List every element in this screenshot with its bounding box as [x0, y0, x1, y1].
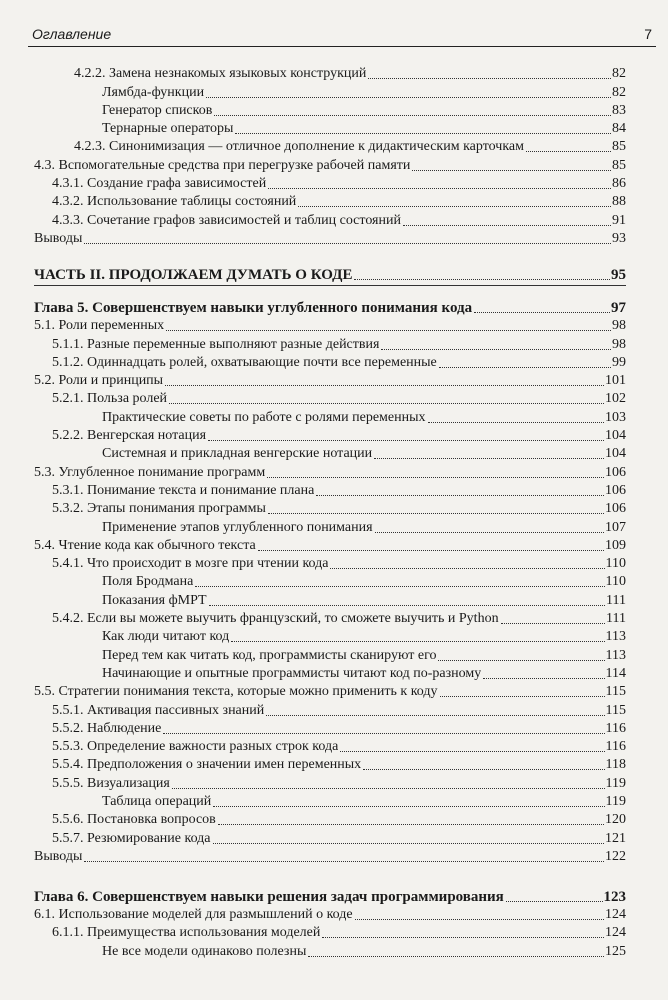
toc-entry-page: 85: [612, 157, 626, 173]
dot-leader: [474, 312, 610, 313]
toc-entry-title: 4.3. Вспомогательные средства при перегрузке рабочей памяти: [34, 157, 411, 173]
toc-entry: [34, 719, 626, 737]
dot-leader: [209, 605, 605, 606]
dot-leader: [213, 806, 604, 807]
toc-entry-page: 114: [605, 665, 626, 681]
toc-entry: [34, 407, 626, 425]
toc-entry-title: 6.1.1. Преимущества использования моделей: [52, 925, 321, 941]
toc-entry: [34, 905, 626, 923]
dot-leader: [213, 843, 604, 844]
toc-entry: [34, 828, 626, 846]
dot-leader: [195, 586, 604, 587]
toc-entry: [34, 590, 626, 608]
toc-entry-title: Перед тем как читать код, программисты сканируют его: [102, 647, 437, 663]
toc-entry-page: 120: [605, 812, 626, 828]
toc-entry-title: Применение этапов углубленного понимания: [102, 519, 373, 535]
dot-leader: [330, 568, 604, 569]
toc-entry: [34, 174, 626, 192]
toc-entry: [34, 82, 626, 100]
dot-leader: [84, 243, 611, 244]
toc-entry-page: 93: [612, 230, 626, 246]
dot-leader: [165, 385, 604, 386]
toc-chapter-heading: [34, 881, 626, 905]
toc-entry: [34, 371, 626, 389]
toc-entry-title: 5.5.1. Активация пассивных знаний: [52, 702, 265, 718]
toc-entry: [34, 155, 626, 173]
toc-entry: [34, 645, 626, 663]
toc-entry-page: 98: [612, 318, 626, 334]
toc-entry: [34, 682, 626, 700]
dot-leader: [506, 901, 603, 902]
toc-entry-page: 98: [612, 336, 626, 352]
toc-entry: [34, 847, 626, 865]
toc-entry-page: 88: [612, 194, 626, 210]
toc-entry: [34, 353, 626, 371]
toc-entry: [34, 64, 626, 82]
toc-entry-page: 115: [605, 702, 626, 718]
page-number: 7: [644, 26, 652, 42]
toc-entry-page: 118: [605, 757, 626, 773]
page-header: [28, 22, 656, 47]
dot-leader: [355, 919, 604, 920]
toc-entry: [34, 572, 626, 590]
toc-entry-title: Тернарные операторы: [102, 121, 234, 137]
toc-entry-title: 6.1. Использование моделей для размышлений о коде: [34, 907, 353, 923]
toc-entry-title: Глава 5. Совершенствуем навыки углубленного понимания кода: [34, 299, 473, 316]
toc-entry-page: 85: [612, 139, 626, 155]
toc-entry: [34, 101, 626, 119]
toc-entry-title: 4.2.3. Синонимизация — отличное дополнение к дидактическим карточкам: [74, 139, 524, 155]
dot-leader: [381, 349, 611, 350]
toc-entry-page: 82: [612, 84, 626, 100]
dot-leader: [268, 188, 611, 189]
dot-leader: [214, 115, 611, 116]
toc-entry-page: 109: [605, 537, 626, 553]
toc-entry: [34, 941, 626, 959]
toc-entry-title: 5.2.2. Венгерская нотация: [52, 428, 207, 444]
toc-entry-title: 4.3.2. Использование таблицы состояний: [52, 194, 297, 210]
toc-chapter-heading: [34, 292, 626, 316]
toc-entry-title: 5.4.2. Если вы можете выучить французский, то сможете выучить и Python: [52, 611, 499, 627]
toc-entry-page: 104: [605, 446, 626, 462]
toc-entry-title: Начинающие и опытные программисты читают код по-разному: [102, 665, 482, 681]
dot-leader: [368, 78, 611, 79]
toc-entry-page: 110: [605, 556, 626, 572]
toc-entry: [34, 609, 626, 627]
toc-entry-title: 4.3.1. Создание графа зависимостей: [52, 176, 267, 192]
toc-entry: [34, 737, 626, 755]
part-divider: [34, 285, 626, 286]
toc-entry-page: 113: [605, 629, 626, 645]
toc-entry-title: Поля Бродмана: [102, 574, 194, 590]
toc-entry-title: Как люди читают код: [102, 629, 230, 645]
toc-entry: [34, 554, 626, 572]
toc-entry-title: Практические советы по работе с ролями переменных: [102, 409, 426, 425]
toc-entry-title: 5.5.4. Предположения о значении имен переменных: [52, 757, 362, 773]
toc-entry: [34, 810, 626, 828]
toc-entry-title: 5.1. Роли переменных: [34, 318, 165, 334]
dot-leader: [231, 641, 604, 642]
dot-leader: [483, 678, 604, 679]
toc-entry-page: 124: [605, 925, 626, 941]
toc-entry-title: Системная и прикладная венгерские нотации: [102, 446, 373, 462]
dot-leader: [258, 550, 604, 551]
toc-entry-page: 113: [605, 647, 626, 663]
toc-entry-page: 99: [612, 354, 626, 370]
toc-entry-title: Таблица операций: [102, 793, 212, 809]
toc-entry-title: 5.3. Углубленное понимание программ: [34, 464, 266, 480]
dot-leader: [340, 751, 604, 752]
dot-leader: [526, 151, 611, 152]
dot-leader: [438, 660, 604, 661]
dot-leader: [208, 440, 604, 441]
toc-entry: [34, 192, 626, 210]
toc-entry-page: 103: [605, 409, 626, 425]
running-header-title: Оглавление: [32, 26, 112, 42]
dot-leader: [298, 206, 611, 207]
toc-entry-page: 122: [605, 848, 626, 864]
dot-leader: [403, 225, 611, 226]
toc-entry: [34, 444, 626, 462]
toc-entry-title: Лямбда-функции: [102, 84, 205, 100]
toc-entry-page: 116: [605, 720, 626, 736]
toc-entry-title: Выводы: [34, 848, 83, 864]
dot-leader: [206, 97, 611, 98]
dot-leader: [322, 937, 604, 938]
toc-entry-page: 123: [603, 888, 626, 905]
toc-entry-title: Глава 6. Совершенствуем навыки решения задач программирования: [34, 888, 504, 905]
dot-leader: [163, 733, 604, 734]
toc-entry-title: 5.5.7. Резюмирование кода: [52, 830, 211, 846]
toc-entry-page: 82: [612, 66, 626, 82]
dot-leader: [363, 769, 604, 770]
toc-entry: [34, 334, 626, 352]
toc-entry: [34, 792, 626, 810]
dot-leader: [439, 367, 611, 368]
dot-leader: [501, 623, 605, 624]
toc-entry-page: 111: [606, 592, 626, 608]
toc-entry-page: 95: [611, 266, 626, 283]
dot-leader: [428, 422, 604, 423]
toc-entry-page: 124: [605, 907, 626, 923]
toc-entry-page: 83: [612, 102, 626, 118]
dot-leader: [172, 788, 605, 789]
toc-entry: [34, 462, 626, 480]
toc-entry-page: 121: [605, 830, 626, 846]
toc-entry-title: 5.1.1. Разные переменные выполняют разные действия: [52, 336, 380, 352]
dot-leader: [440, 696, 605, 697]
toc-entry-page: 115: [605, 684, 626, 700]
toc-entry: [34, 481, 626, 499]
toc-entry: [34, 755, 626, 773]
toc-entry-title: 5.5.5. Визуализация: [52, 775, 170, 791]
toc-entry: [34, 316, 626, 334]
toc-entry-page: 111: [606, 611, 626, 627]
toc-entry: [34, 664, 626, 682]
toc-entry: [34, 517, 626, 535]
dot-leader: [169, 403, 604, 404]
toc-entry-page: 116: [605, 739, 626, 755]
toc-entry-title: Генератор списков: [102, 102, 213, 118]
dot-leader: [218, 824, 604, 825]
toc-entry-page: 125: [605, 943, 626, 959]
toc-entry-title: 5.5. Стратегии понимания текста, которые можно применить к коду: [34, 684, 438, 700]
toc-entry-title: 5.4. Чтение кода как обычного текста: [34, 537, 256, 553]
toc-entry: [34, 627, 626, 645]
toc-entry-title: 5.3.2. Этапы понимания программы: [52, 501, 266, 517]
toc-entry: [34, 119, 626, 137]
toc-entry-title: 4.3.3. Сочетание графов зависимостей и таблиц состояний: [52, 212, 401, 228]
dot-leader: [308, 956, 604, 957]
toc-entry: [34, 426, 626, 444]
dot-leader: [316, 495, 604, 496]
dot-leader: [374, 458, 604, 459]
toc-entry-page: 110: [605, 574, 626, 590]
toc-entry: [34, 389, 626, 407]
toc-entry: [34, 923, 626, 941]
toc-entry-title: 5.5.6. Постановка вопросов: [52, 812, 216, 828]
toc-entry-page: 119: [605, 775, 626, 791]
toc-entry-title: 5.5.3. Определение важности разных строк кода: [52, 739, 339, 755]
toc-entry-title: 4.2.2. Замена незнакомых языковых конструкций: [74, 66, 367, 82]
toc-entry: [34, 536, 626, 554]
toc-entry-page: 91: [612, 212, 626, 228]
toc-entry-page: 106: [605, 501, 626, 517]
toc-entry-page: 106: [605, 464, 626, 480]
toc-part-heading: [34, 257, 626, 283]
dot-leader: [84, 861, 604, 862]
toc-entry-title: ЧАСТЬ II. ПРОДОЛЖАЕМ ДУМАТЬ О КОДЕ: [34, 266, 353, 283]
toc-entry-title: 5.4.1. Что происходит в мозге при чтении кода: [52, 556, 329, 572]
toc-entry-page: 119: [605, 793, 626, 809]
table-of-contents: [34, 64, 626, 960]
toc-entry-title: Не все модели одинаково полезны: [102, 943, 307, 959]
dot-leader: [166, 330, 611, 331]
toc-entry-page: 86: [612, 176, 626, 192]
toc-entry-title: Показания фМРТ: [102, 592, 207, 608]
toc-entry-title: 5.2. Роли и принципы: [34, 373, 164, 389]
toc-entry-page: 101: [605, 373, 626, 389]
toc-entry: [34, 499, 626, 517]
toc-entry: [34, 210, 626, 228]
toc-entry-page: 104: [605, 428, 626, 444]
dot-leader: [266, 715, 604, 716]
toc-entry-page: 102: [605, 391, 626, 407]
toc-entry: [34, 229, 626, 247]
toc-entry: [34, 773, 626, 791]
dot-leader: [268, 513, 604, 514]
dot-leader: [375, 532, 604, 533]
dot-leader: [354, 279, 610, 280]
toc-entry-page: 107: [605, 519, 626, 535]
toc-entry-title: 5.1.2. Одиннадцать ролей, охватывающие почти все переменные: [52, 354, 437, 370]
dot-leader: [267, 477, 604, 478]
toc-entry-page: 97: [611, 299, 626, 316]
toc-entry-page: 84: [612, 121, 626, 137]
toc-entry-page: 106: [605, 482, 626, 498]
dot-leader: [235, 133, 611, 134]
dot-leader: [412, 170, 611, 171]
toc-entry-title: 5.2.1. Польза ролей: [52, 391, 168, 407]
toc-entry-title: Выводы: [34, 230, 83, 246]
toc-entry: [34, 137, 626, 155]
toc-entry: [34, 700, 626, 718]
toc-entry-title: 5.5.2. Наблюдение: [52, 720, 162, 736]
toc-entry-title: 5.3.1. Понимание текста и понимание плана: [52, 482, 315, 498]
